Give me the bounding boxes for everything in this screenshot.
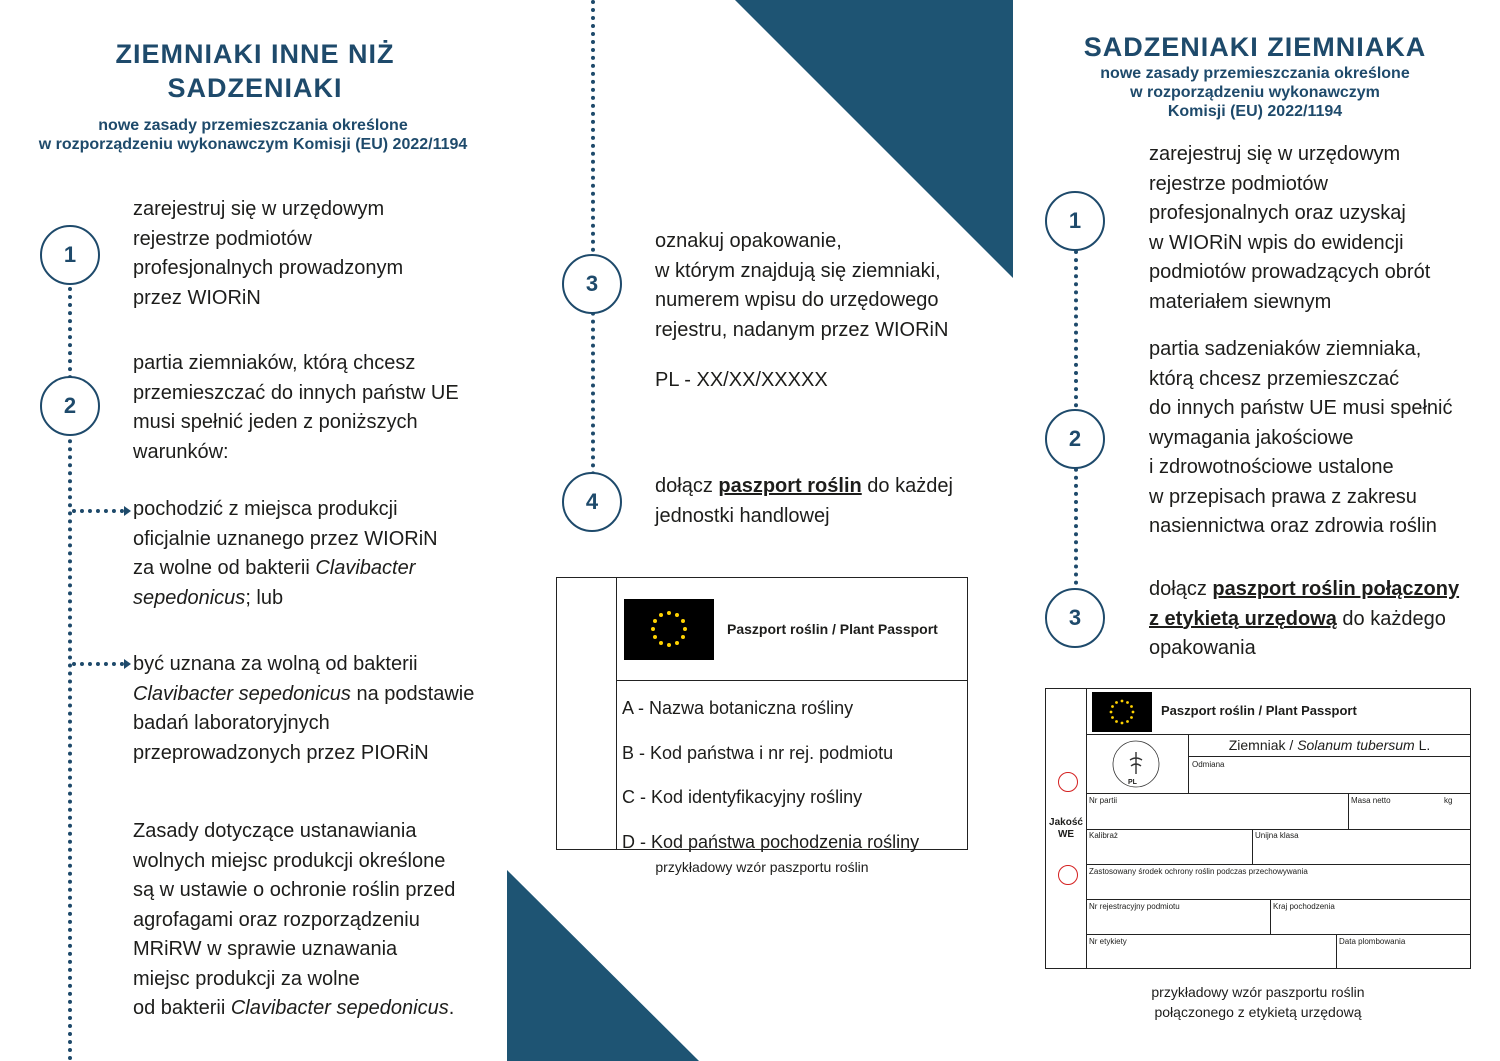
text-line: do innych państw UE musi spełnić	[1149, 397, 1453, 419]
eu-flag-icon	[624, 599, 714, 660]
text-line: i zdrowotnościowe ustalone	[1149, 456, 1394, 478]
italic-span: Clavibacter sepedonicus	[230, 997, 449, 1019]
text-line: profesjonalnych oraz uzyskaj	[1149, 202, 1406, 224]
calibration-label: Kalibraż	[1089, 831, 1118, 840]
text-span: za wolne od bakterii	[133, 557, 316, 579]
text-line: którą chcesz przemieszczać	[1149, 367, 1400, 390]
text-line: MRiRW w sprawie uznawania	[133, 938, 398, 960]
passport-row: C - Kod identyfikacyjny rośliny	[622, 787, 863, 807]
species-author: L.	[1414, 737, 1431, 753]
species-common: Ziemniak /	[1228, 737, 1298, 753]
passport-rows	[622, 686, 919, 864]
middle-timeline	[591, 0, 595, 500]
row-divider-4	[1086, 899, 1470, 900]
storage-treatment-label: Zastosowany środek ochrony roślin podczas przechowywania	[1089, 867, 1308, 876]
text-line: wymagania jakościowe	[1149, 426, 1354, 449]
eu-flag-icon-small	[1092, 692, 1152, 732]
text-line: w WIORiN wpis do ewidencji	[1149, 231, 1404, 254]
operator-reg-label: Nr rejestracyjny podmiotu	[1089, 902, 1180, 911]
italic-span: Clavibacter	[315, 557, 416, 579]
right-step-2-circle: 2	[1045, 409, 1105, 469]
right-step-3-text	[1149, 575, 1494, 664]
text-line: są w ustawie o ochronie roślin przed	[133, 879, 456, 901]
origin-country-label: Kraj pochodzenia	[1273, 902, 1335, 911]
text-line: zarejestruj się w urzędowym	[1149, 143, 1401, 165]
col-divider-3	[1270, 899, 1271, 934]
left-title-line2: SADZENIAKI	[167, 73, 343, 103]
text-line: partia sadzeniaków ziemniaka,	[1149, 338, 1422, 360]
text-line: rejestrze podmiotów	[133, 227, 312, 250]
text-line: przez WIORiN	[133, 286, 261, 309]
middle-passport-caption: przykładowy wzór paszportu roślin	[655, 859, 869, 875]
condition-2-arrow-line	[72, 662, 124, 666]
condition-1-arrowhead	[124, 506, 131, 516]
quality-label	[1046, 817, 1086, 841]
caption-line1: przykładowy wzór paszportu roślin	[1151, 984, 1365, 1000]
right-subtitle-line3: Komisji (EU) 2022/1194	[1167, 103, 1343, 120]
passport-row: D - Kod państwa pochodzenia rośliny	[622, 831, 920, 852]
quality-label-line2: WE	[1057, 829, 1075, 840]
official-label-link: z etykietą urzędową	[1149, 607, 1337, 630]
middle-step-4-circle: 4	[562, 472, 622, 532]
right-step-3-circle: 3	[1045, 588, 1105, 648]
passport-left-strip-divider	[616, 578, 617, 849]
text-line	[1149, 605, 1494, 635]
quality-label-line1: Jakość	[1049, 817, 1083, 828]
italic-span: Clavibacter sepedonicus	[133, 682, 351, 705]
passport-row: A - Nazwa botaniczna rośliny	[622, 698, 854, 718]
caption-line2: połączonego z etykietą urzędową	[1154, 1004, 1362, 1020]
text-line: profesjonalnych prowadzonym	[133, 257, 404, 279]
text-span: do każdego	[1336, 607, 1446, 630]
text-line	[133, 584, 503, 614]
text-line: w przepisach prawa z zakresu	[1149, 485, 1417, 508]
text-line: miejsc produkcji za wolne	[133, 967, 360, 990]
species-text	[1189, 735, 1470, 757]
text-line: materiałem siewnym	[1149, 290, 1332, 313]
middle-step-4-text	[655, 472, 995, 531]
text-line: oficjalnie uznanego przez WIORiN	[133, 527, 438, 550]
left-subtitle-line2: w rozporządzeniu wykonawczym Komisji (EU) 2022/1194	[38, 136, 468, 153]
text-line: musi spełnić jeden z poniższych	[133, 411, 418, 433]
text-line: oznakuj opakowanie,	[655, 230, 842, 252]
combined-passport-link: paszport roślin połączony	[1212, 578, 1460, 600]
right-step-1-circle: 1	[1045, 191, 1105, 251]
row-divider-3	[1086, 864, 1470, 865]
kg-unit: kg	[1444, 796, 1453, 805]
left-step-2-circle: 2	[40, 376, 100, 436]
text-line	[133, 680, 503, 710]
text-line: nasiennictwa oraz zdrowia roślin	[1149, 515, 1437, 537]
left-step-2-text	[133, 349, 503, 467]
text-line: w którym znajdują się ziemniaki,	[655, 259, 941, 282]
species-latin: Solanum tubersum	[1297, 737, 1415, 753]
text-line: przeprowadzonych przez PIORiN	[133, 741, 429, 764]
text-span: dołącz	[1149, 578, 1213, 600]
text-line: rejestrze podmiotów	[1149, 172, 1328, 195]
left-step-1-text	[133, 195, 503, 313]
col-divider-2	[1252, 829, 1253, 864]
text-line	[133, 554, 503, 584]
combined-passport-example	[1045, 688, 1471, 969]
right-subtitle-line2: w rozporządzeniu wykonawczym	[1130, 84, 1380, 101]
eu-stars-icon	[1092, 692, 1152, 732]
italic-span: sepedonicus	[133, 586, 246, 609]
text-span: na podstawie	[350, 682, 475, 705]
text-line: badań laboratoryjnych	[133, 712, 330, 734]
row-divider-5	[1086, 934, 1470, 935]
passport-header-divider	[616, 680, 968, 681]
left-title-line1: ZIEMNIAKI INNE NIŻ	[115, 39, 395, 69]
label-number-label: Nr etykiety	[1089, 937, 1127, 946]
text-line: podmiotów prowadzących obrót	[1149, 261, 1431, 283]
text-span: ; lub	[245, 586, 284, 609]
row-divider-1	[1086, 793, 1470, 794]
quality-seal-circle-top	[1058, 772, 1078, 792]
col-divider-4	[1336, 934, 1337, 968]
quality-seal-circle-bottom	[1058, 865, 1078, 885]
bottom-triangle	[507, 870, 699, 1061]
text-line: być uznana za wolną od bakterii	[133, 653, 418, 675]
text-line: wolnych miejsc produkcji określone	[133, 849, 446, 872]
net-mass-label: Masa netto	[1351, 796, 1391, 805]
text-line: jednostki handlowej	[655, 504, 830, 527]
text-line	[133, 994, 503, 1024]
text-span: do każdej	[861, 475, 953, 497]
text-line	[1149, 575, 1494, 605]
left-note	[133, 817, 503, 1024]
text-line: przemieszczać do innych państw UE	[133, 381, 459, 404]
text-line	[655, 472, 995, 502]
combined-passport-header-label: Paszport roślin / Plant Passport	[1161, 703, 1357, 718]
left-step-1-circle: 1	[40, 225, 100, 285]
registration-code-example: PL - XX/XX/XXXXX	[655, 369, 828, 391]
plant-passport-example	[556, 577, 968, 850]
text-line: numerem wpisu do urzędowego	[655, 289, 939, 311]
condition-1-arrow-line	[72, 509, 124, 513]
left-title	[40, 37, 470, 105]
condition-2-text	[133, 650, 503, 768]
right-subtitle	[1010, 64, 1500, 121]
text-line: agrofagami oraz rozporządzeniu	[133, 908, 420, 931]
left-subtitle-line1: nowe zasady przemieszczania określone	[98, 117, 408, 134]
text-line: Zasady dotyczące ustanawiania	[133, 820, 417, 842]
plant-passport-link: paszport roślin	[718, 475, 862, 497]
text-line: pochodzić z miejsca produkcji	[133, 498, 398, 520]
condition-1-text	[133, 495, 503, 613]
variety-label: Odmiana	[1192, 760, 1225, 769]
eu-class-label: Unijna klasa	[1255, 831, 1299, 840]
text-span: .	[448, 997, 455, 1019]
right-step-2-text	[1149, 335, 1494, 542]
sealing-date-label: Data plombowania	[1339, 937, 1406, 946]
text-line: partia ziemniaków, którą chcesz	[133, 352, 416, 374]
right-passport-caption	[1045, 982, 1471, 1022]
middle-step-3-text	[655, 227, 995, 345]
passport-header-label: Paszport roślin / Plant Passport	[727, 621, 938, 637]
passport-row: B - Kod państwa i nr rej. podmiotu	[622, 742, 894, 763]
left-subtitle	[0, 116, 506, 154]
right-step-1-text	[1149, 140, 1494, 317]
text-line: rejestru, nadanym przez WIORiN	[655, 318, 949, 341]
right-title: SADZENIAKI ZIEMNIAKA	[1083, 32, 1427, 62]
text-line: zarejestruj się w urzędowym	[133, 198, 385, 220]
lot-number-label: Nr partii	[1089, 796, 1118, 805]
right-subtitle-line1: nowe zasady przemieszczania określone	[1100, 65, 1410, 82]
col-divider-1	[1348, 793, 1349, 829]
text-line: opakowania	[1149, 637, 1256, 659]
row-divider-2	[1086, 829, 1470, 830]
condition-2-arrowhead	[124, 659, 131, 669]
middle-step-3-circle: 3	[562, 254, 622, 314]
eu-stars-icon	[624, 599, 714, 660]
text-span: dołącz	[655, 475, 719, 497]
text-line: warunków:	[133, 440, 229, 463]
seal-country-code: PL	[1128, 779, 1137, 786]
text-span: od bakterii	[133, 997, 231, 1019]
